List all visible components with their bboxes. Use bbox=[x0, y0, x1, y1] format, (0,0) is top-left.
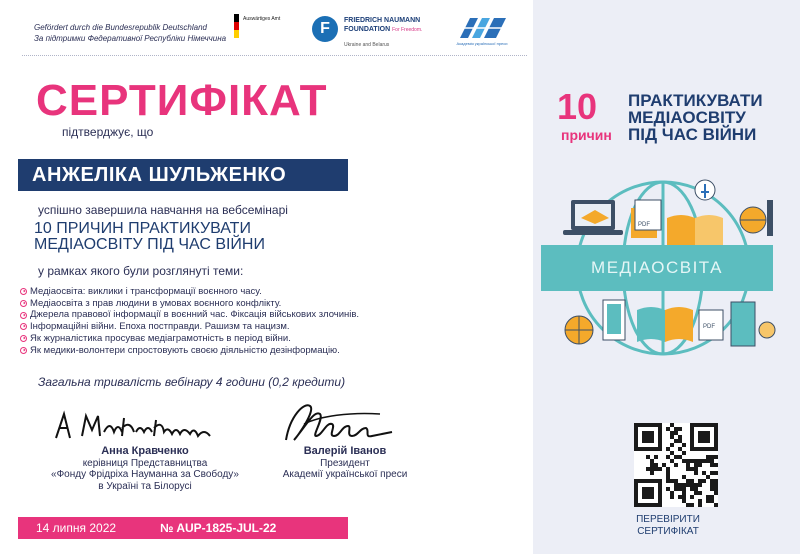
svg-text:PDF: PDF bbox=[638, 222, 650, 228]
check-circle-icon bbox=[20, 288, 27, 295]
svg-text:PDF: PDF bbox=[703, 324, 715, 330]
recipient-name: АНЖЕЛІКА ШУЛЬЖЕНКО bbox=[18, 159, 348, 191]
auswaertiges-amt-logo bbox=[234, 14, 280, 38]
side-panel bbox=[533, 0, 800, 554]
check-circle-icon bbox=[20, 347, 27, 354]
german-flag-icon bbox=[234, 14, 239, 38]
topic-item: Джерела правової інформації в воєнний час. Фіксація військових злочинів. bbox=[20, 309, 359, 321]
signer-2-role-1: Президент bbox=[320, 457, 370, 469]
verify-line-1: ПЕРЕВІРИТИ bbox=[636, 514, 700, 525]
verify-qr-code[interactable] bbox=[634, 423, 718, 507]
panel-title-line-3: ПІД ЧАС ВІЙНИ bbox=[628, 125, 757, 144]
check-circle-icon bbox=[20, 335, 27, 342]
fnf-tagline: For Freedom. bbox=[392, 27, 423, 33]
completed-text: успішно завершила навчання на вебсемінарі bbox=[38, 203, 288, 217]
verify-certificate-link[interactable] bbox=[603, 514, 733, 538]
sponsor-line-de: Gefördert durch die Bundesrepublik Deutschland bbox=[34, 23, 207, 32]
aup-caption: Академія української преси bbox=[456, 41, 508, 46]
media-education-band: МЕДІАОСВІТА bbox=[541, 245, 773, 291]
fnf-emblem-icon: F bbox=[312, 16, 338, 42]
certificate-subtitle: підтверджує, що bbox=[62, 125, 154, 139]
topic-item: Як журналістика просуває медіаграмотність в період війни. bbox=[20, 333, 359, 345]
fnf-region: Ukraine and Belarus bbox=[344, 42, 390, 48]
certificate-number: № AUP-1825-JUL-22 bbox=[160, 521, 277, 535]
issue-date: 14 липня 2022 bbox=[36, 521, 117, 535]
topic-item: Медіаосвіта з прав людини в умовах воєнного конфлікту. bbox=[20, 298, 359, 310]
auswaertiges-amt-label: Auswärtiges Amt bbox=[243, 16, 281, 22]
check-circle-icon bbox=[20, 300, 27, 307]
signature-kravchenko bbox=[52, 408, 222, 444]
aup-logo bbox=[452, 16, 512, 46]
signer-2-name: Валерій Іванов bbox=[303, 445, 387, 457]
check-circle-icon bbox=[20, 312, 27, 319]
laptop-icon bbox=[563, 200, 623, 235]
signer-kravchenko bbox=[30, 446, 260, 492]
certificate-footer bbox=[18, 517, 348, 539]
sponsor-line-ua: За підтримки Федеративної Республіки Німеччина bbox=[34, 34, 227, 43]
signer-1-role-2: «Фонду Фрідріха Науманна за Свободу» bbox=[51, 469, 239, 481]
fnf-name-2: FOUNDATION bbox=[344, 26, 391, 33]
duration-text: Загальна тривалість вебінару 4 години (0,2 кредити) bbox=[38, 375, 346, 389]
course-title-line-2: МЕДІАОСВІТУ ПІД ЧАС ВІЙНИ bbox=[34, 236, 265, 253]
course-title bbox=[34, 221, 265, 253]
certificate-title: СЕРТИФІКАТ bbox=[36, 76, 328, 125]
panel-title-line-2: МЕДІАОСВІТУ bbox=[628, 108, 746, 127]
signer-1-role-1: керівниця Представництва bbox=[82, 457, 208, 469]
aup-emblem-icon bbox=[454, 16, 510, 40]
check-circle-icon bbox=[20, 323, 27, 330]
panel-title bbox=[628, 92, 763, 143]
signer-2-role-2: Академії української преси bbox=[282, 469, 408, 481]
topics-intro: у рамках якого були розглянуті теми: bbox=[38, 264, 244, 278]
panel-ten: 10 bbox=[557, 86, 598, 127]
fnf-name-1: FRIEDRICH NAUMANN bbox=[344, 17, 421, 24]
topics-list bbox=[20, 286, 359, 356]
fnf-logo bbox=[312, 16, 422, 50]
signer-ivanov bbox=[250, 446, 440, 481]
panel-prychyn: причин bbox=[561, 127, 612, 143]
course-title-line-1: 10 ПРИЧИН ПРАКТИКУВАТИ bbox=[34, 220, 251, 237]
header-divider bbox=[22, 55, 527, 56]
verify-line-2: СЕРТИФІКАТ bbox=[637, 526, 699, 537]
signature-ivanov bbox=[280, 396, 400, 448]
signer-1-role-3: в Україні та Білорусі bbox=[98, 480, 192, 492]
signer-1-name: Анна Кравченко bbox=[101, 445, 189, 457]
topic-item: Медіаосвіта: виклики і трансформації воєнного часу. bbox=[20, 286, 359, 298]
panel-title-line-1: ПРАКТИКУВАТИ bbox=[628, 91, 763, 110]
topic-item: Як медики-волонтери спростовують своєю діяльністю дезінформацію. bbox=[20, 345, 359, 357]
topic-item: Інформаційні війни. Епоха постправди. Рашизм та нацизм. bbox=[20, 321, 359, 333]
sponsor-text bbox=[34, 22, 226, 44]
